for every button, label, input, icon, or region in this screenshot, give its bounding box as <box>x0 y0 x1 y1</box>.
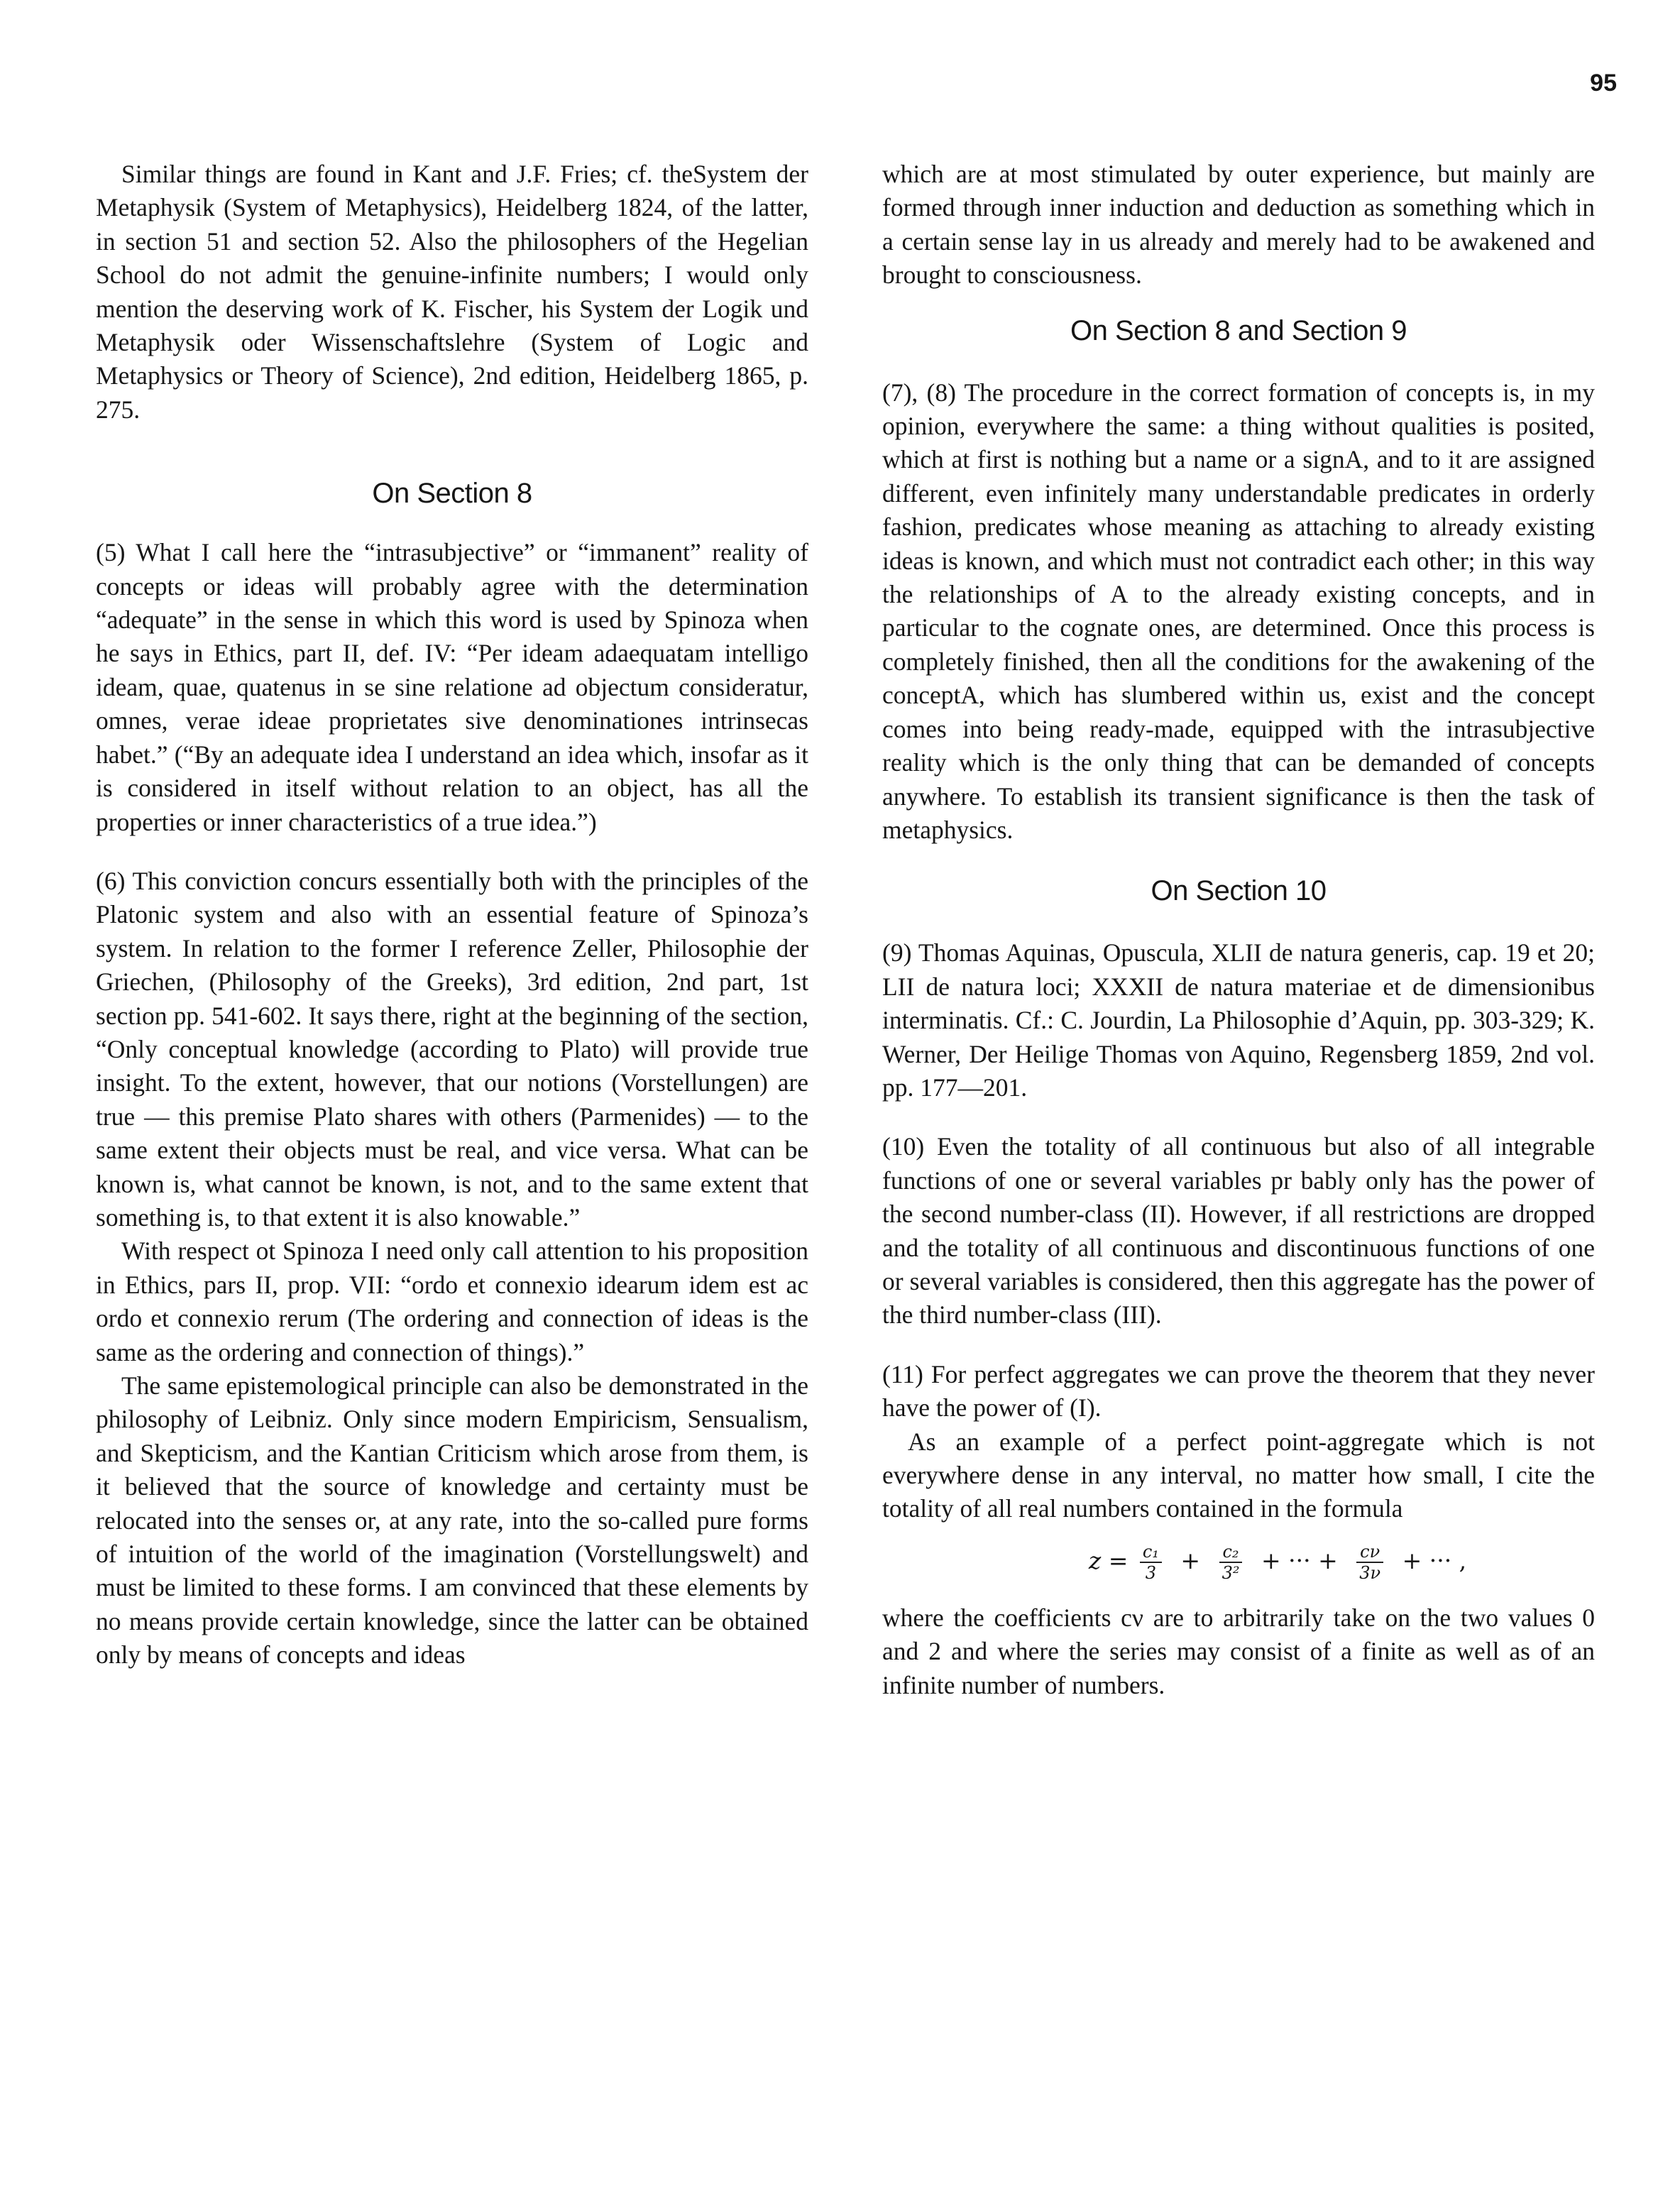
paragraph-note-9: (9) Thomas Aquinas, Opuscula, XLII de natura generis, cap. 19 et 20; LII de natura loci; XXXII de natura materiae et de dimensionibus interminatis. Cf.: C. Jourdin, La Philosophie d’Aquin, pp. 303-329; K. Werner, Der Heilige Thomas von Aquino, Regensberg 1859, 2nd vol. pp. 177—201. <box>882 938 1595 1102</box>
heading-section-8-and-9: On Section 8 and Section 9 <box>1070 314 1407 346</box>
page-number: 95 <box>1590 70 1617 97</box>
left-column <box>96 158 808 1672</box>
paragraph-example: As an example of a perfect point-aggregate which is not everywhere dense in any interval, no matter how small, I cite the totality of all real numbers contained in the formula <box>882 1427 1595 1523</box>
formula-tail: + ··· , <box>1402 1546 1467 1574</box>
plus-sign: + <box>1180 1546 1201 1574</box>
heading-section-8: On Section 8 <box>372 478 532 510</box>
paragraph-fries: Similar things are found in Kant and J.F. Fries; cf. theSystem der Metaphysik (System of Metaphysics), Heidelberg 1824, of the latter, in section 51 and section 52. Also the philosophers of the Hegelian School do not admit the genuine-infinite numbers; I would only mention the deserving work of K. Fischer, his System der Logik und Metaphysik oder Wissenschaftslehre (System of Logic and Metaphysics or Theory of Science), 2nd edition, Heidelberg 1865, p. 275. <box>96 160 808 424</box>
fraction-term-2: $\frac{\text{c₂}}{\text{3²}}$ <box>1219 1542 1243 1583</box>
paragraph-leibniz: The same epistemological principle can also be demonstrated in the philosophy of Leibniz. Only since modern Empiricism, Sensualism, and Skepticism, and the Kantian Criticism which arose from them, is it believed that the source of knowledge and certainty must be relocated into the senses or, at any rate, into the so-called pure forms of intuition of the world of the imagination (Vorstellungswelt) and must be limited to these forms. I am convinced that these elements by no means provide certain knowledge, since the latter can be obtained only by means of concepts and ideas <box>96 1371 808 1670</box>
paragraph-note-7-8: (7), (8) The procedure in the correct formation of concepts is, in my opinion, everywhere the same: a thing without qualities is posited, which at first is nothing but a name or a signA, and to it are assigned different, even infinitely many understandable predicates in orderly fashion, predicates whose meaning as attaching to already existing ideas is known, and which must not contradict each other; in this way the relationships of A to the already existing concepts, and in particular to the cognate ones, are determined. Once this process is completely finished, then all the conditions for the awakening of the conceptA, which has slumbered within us, exist and the concept comes into being ready-made, equipped with the intrasubjective reality which is the only thing that can be demanded of concepts anywhere. To establish its transient significance is then the task of metaphysics. <box>882 378 1595 844</box>
formula-dots: + ··· + <box>1261 1546 1338 1574</box>
fraction-term-nu: $\frac{c\nu}{3\nu}$ <box>1356 1542 1383 1583</box>
paragraph-note-10: (10) Even the totality of all continuous but also of all integrable functions of one or several variables pr bably only has the power of the second number-class (II). However, if all restrictions are dropped and the totality of all continuous and discontinuous functions of one or several variables is considered, then this aggregate has the power of the third number-class (III). <box>882 1132 1595 1329</box>
series-formula <box>882 1542 1595 1583</box>
paragraph-continuation: which are at most stimulated by outer experience, but mainly are formed through inner induction and deduction as something which in a certain sense lay in us already and merely had to be awakened and brought to consciousness. <box>882 160 1595 290</box>
fraction-term-1: $\frac{\text{c₁}}{3}$ <box>1140 1542 1162 1583</box>
heading-section-10: On Section 10 <box>1151 875 1327 907</box>
paragraph-coefficients: where the coefficients cν are to arbitrarily take on the two values 0 and 2 and where the series may consist of a finite as well as of an infinite number of numbers. <box>882 1603 1595 1699</box>
paragraph-note-5: (5) What I call here the “intrasubjective” or “immanent” reality of concepts or ideas will probably agree with the determination “adequate” in the sense in which this word is used by Spinoza when he says in Ethics, part II, def. IV: “Per ideam adaequatam intelligo ideam, quae, quatenus in se sine relatione ad objectum consideratur, omnes, verae ideae proprietates sive denominationes intrinsecas habet.” (“By an adequate idea I understand an idea which, insofar as it is considered in itself without relation to an object, has all the properties or inner characteristics of a true idea.”) <box>96 538 808 836</box>
right-column <box>882 158 1595 1702</box>
paragraph-spinoza: With respect ot Spinoza I need only call attention to his proposition in Ethics, pars II, prop. VII: “ordo et connexio idearum idem est ac ordo et connexio rerum (The ordering and connection of ideas is the same as the ordering and connection of things).” <box>96 1237 808 1366</box>
paragraph-note-11: (11) For perfect aggregates we can prove the theorem that they never have the power of (I). <box>882 1359 1595 1422</box>
formula-lhs: z = <box>1088 1546 1129 1574</box>
paragraph-note-6: (6) This conviction concurs essentially both with the principles of the Platonic system and also with an essential feature of Spinoza’s system. In relation to the former I reference Zeller, Philosophie der Griechen, (Philosophy of the Greeks), 3rd edition, 2nd part, 1st section pp. 541-602. It says there, right at the beginning of the section, “Only conceptual knowledge (according to Plato) will provide true insight. To the extent, however, that our notions (Vorstellungen) are true — this premise Plato shares with others (Parmenides) — to the same extent their objects must be real, and vice versa. What can be known is, what cannot be known, is not, and to the same extent that something is, to that extent it is also knowable.” <box>96 866 808 1232</box>
